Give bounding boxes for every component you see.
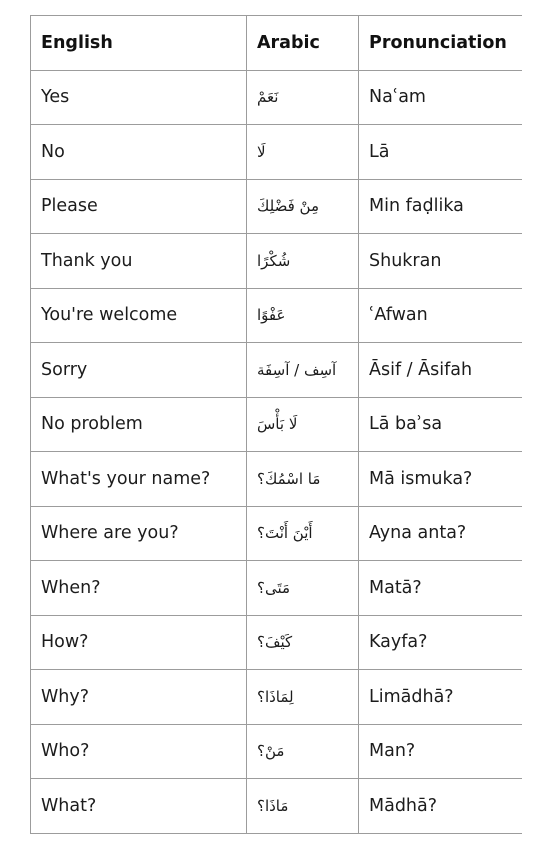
- pronunciation-cell: Lā baʾsa: [359, 397, 522, 452]
- table-row: [31, 397, 522, 452]
- english-cell: Sorry: [31, 343, 247, 398]
- pronunciation-cell: Min faḍlika: [359, 179, 522, 234]
- arabic-cell: مَتَى؟: [247, 561, 359, 616]
- pronunciation-cell: Kayfa?: [359, 615, 522, 670]
- table-row: [31, 234, 522, 289]
- arabic-cell: عَفْوًا: [247, 288, 359, 343]
- english-cell: Why?: [31, 670, 247, 725]
- pronunciation-cell: Man?: [359, 724, 522, 779]
- phrase-table: [30, 15, 522, 834]
- pronunciation-cell: Matā?: [359, 561, 522, 616]
- table-row: [31, 561, 522, 616]
- header-english: English: [31, 16, 247, 71]
- arabic-cell: لِمَاذَا؟: [247, 670, 359, 725]
- table-row: [31, 452, 522, 507]
- table-header-row: [31, 16, 522, 71]
- english-cell: What's your name?: [31, 452, 247, 507]
- english-cell: What?: [31, 779, 247, 834]
- table-row: [31, 125, 522, 180]
- arabic-cell: نَعَمْ: [247, 70, 359, 125]
- english-cell: How?: [31, 615, 247, 670]
- table-row: [31, 724, 522, 779]
- english-cell: Please: [31, 179, 247, 234]
- table-row: [31, 70, 522, 125]
- arabic-cell: مَاذَا؟: [247, 779, 359, 834]
- english-cell: No problem: [31, 397, 247, 452]
- table-row: [31, 288, 522, 343]
- pronunciation-cell: Ayna anta?: [359, 506, 522, 561]
- pronunciation-cell: Limādhā?: [359, 670, 522, 725]
- table-row: [31, 615, 522, 670]
- table-row: [31, 343, 522, 398]
- english-cell: Where are you?: [31, 506, 247, 561]
- table-row: [31, 179, 522, 234]
- arabic-cell: لَا بَأْسَ: [247, 397, 359, 452]
- arabic-cell: آسِف / آسِفَة: [247, 343, 359, 398]
- arabic-cell: لَا: [247, 125, 359, 180]
- english-cell: You're welcome: [31, 288, 247, 343]
- arabic-cell: مِنْ فَضْلِكَ: [247, 179, 359, 234]
- english-cell: Who?: [31, 724, 247, 779]
- table-row: [31, 670, 522, 725]
- table-row: [31, 506, 522, 561]
- pronunciation-cell: ʿAfwan: [359, 288, 522, 343]
- arabic-cell: أَيْنَ أَنْتَ؟: [247, 506, 359, 561]
- arabic-cell: شُكْرًا: [247, 234, 359, 289]
- header-arabic: Arabic: [247, 16, 359, 71]
- pronunciation-cell: Naʿam: [359, 70, 522, 125]
- table-row: [31, 779, 522, 834]
- english-cell: When?: [31, 561, 247, 616]
- pronunciation-cell: Lā: [359, 125, 522, 180]
- arabic-cell: مَنْ؟: [247, 724, 359, 779]
- pronunciation-cell: Mā ismuka?: [359, 452, 522, 507]
- pronunciation-cell: Shukran: [359, 234, 522, 289]
- pronunciation-cell: Āsif / Āsifah: [359, 343, 522, 398]
- arabic-cell: مَا اسْمُكَ؟: [247, 452, 359, 507]
- english-cell: No: [31, 125, 247, 180]
- english-cell: Thank you: [31, 234, 247, 289]
- pronunciation-cell: Mādhā?: [359, 779, 522, 834]
- header-pronunciation: Pronunciation: [359, 16, 522, 71]
- arabic-cell: كَيْفَ؟: [247, 615, 359, 670]
- english-cell: Yes: [31, 70, 247, 125]
